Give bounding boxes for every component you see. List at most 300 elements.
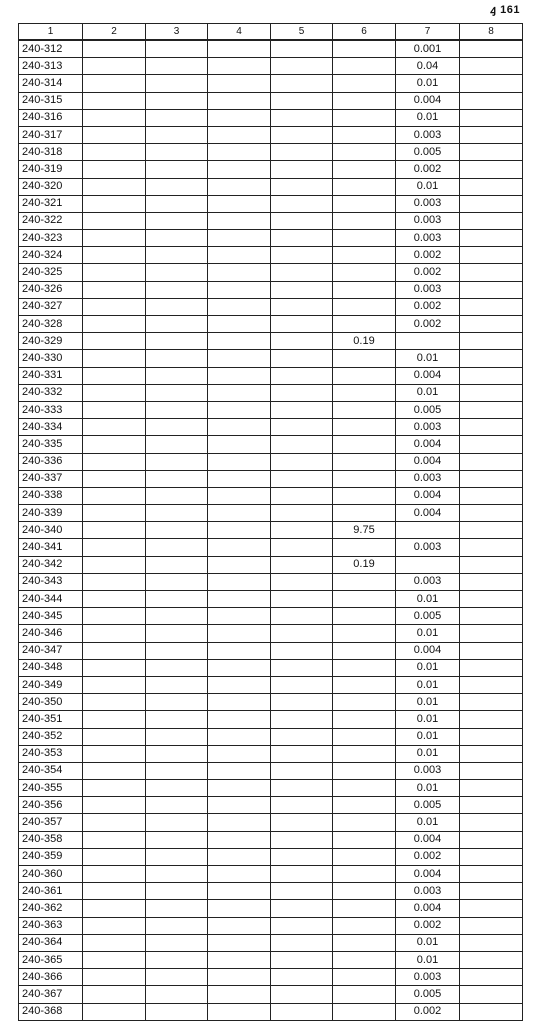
cell-col-6 — [333, 642, 396, 659]
cell-col-2 — [83, 161, 146, 178]
cell-col-6 — [333, 539, 396, 556]
cell-id: 240-316 — [19, 109, 83, 126]
cell-col-7: 0.01 — [396, 728, 460, 745]
cell-col-8 — [460, 969, 523, 986]
cell-col-3 — [146, 591, 208, 608]
cell-col-2 — [83, 642, 146, 659]
table-row — [19, 694, 523, 711]
cell-col-4 — [208, 161, 271, 178]
cell-col-6: 9.75 — [333, 522, 396, 539]
cell-col-8 — [460, 384, 523, 401]
cell-col-3 — [146, 883, 208, 900]
cell-col-2 — [83, 505, 146, 522]
cell-col-8 — [460, 281, 523, 298]
page-number-label: ꜭ 161 — [490, 4, 520, 16]
table-row — [19, 573, 523, 590]
cell-col-5 — [271, 728, 333, 745]
cell-col-6 — [333, 659, 396, 676]
cell-col-7: 0.003 — [396, 419, 460, 436]
cell-id: 240-332 — [19, 384, 83, 401]
cell-col-4 — [208, 453, 271, 470]
cell-col-5 — [271, 40, 333, 58]
cell-col-2 — [83, 470, 146, 487]
cell-col-2 — [83, 711, 146, 728]
cell-id: 240-349 — [19, 676, 83, 693]
cell-col-5 — [271, 848, 333, 865]
cell-col-2 — [83, 814, 146, 831]
cell-col-5 — [271, 831, 333, 848]
table-row — [19, 75, 523, 92]
cell-id: 240-317 — [19, 126, 83, 143]
cell-col-5 — [271, 866, 333, 883]
cell-col-3 — [146, 539, 208, 556]
cell-col-3 — [146, 951, 208, 968]
cell-col-3 — [146, 780, 208, 797]
cell-col-6 — [333, 591, 396, 608]
cell-col-4 — [208, 264, 271, 281]
cell-col-3 — [146, 350, 208, 367]
cell-col-8 — [460, 144, 523, 161]
cell-col-6 — [333, 247, 396, 264]
cell-col-5 — [271, 917, 333, 934]
table-row — [19, 212, 523, 229]
cell-col-8 — [460, 608, 523, 625]
cell-col-6: 0.19 — [333, 556, 396, 573]
cell-id: 240-318 — [19, 144, 83, 161]
table-row — [19, 934, 523, 951]
cell-col-7: 0.005 — [396, 401, 460, 418]
cell-col-3 — [146, 814, 208, 831]
cell-id: 240-345 — [19, 608, 83, 625]
cell-col-4 — [208, 470, 271, 487]
cell-col-2 — [83, 40, 146, 58]
cell-col-5 — [271, 522, 333, 539]
cell-col-2 — [83, 350, 146, 367]
cell-col-5 — [271, 591, 333, 608]
cell-id: 240-334 — [19, 419, 83, 436]
cell-col-8 — [460, 401, 523, 418]
cell-col-5 — [271, 883, 333, 900]
cell-col-8 — [460, 75, 523, 92]
cell-col-3 — [146, 453, 208, 470]
cell-col-8 — [460, 161, 523, 178]
cell-col-4 — [208, 556, 271, 573]
cell-id: 240-338 — [19, 487, 83, 504]
cell-col-2 — [83, 659, 146, 676]
cell-id: 240-340 — [19, 522, 83, 539]
cell-col-2 — [83, 401, 146, 418]
table-row — [19, 401, 523, 418]
cell-col-3 — [146, 401, 208, 418]
cell-col-2 — [83, 58, 146, 75]
cell-col-8 — [460, 951, 523, 968]
cell-id: 240-352 — [19, 728, 83, 745]
cell-col-6 — [333, 883, 396, 900]
cell-col-3 — [146, 333, 208, 350]
table-row — [19, 900, 523, 917]
cell-col-5 — [271, 951, 333, 968]
table-row — [19, 848, 523, 865]
cell-col-3 — [146, 1003, 208, 1020]
cell-col-2 — [83, 848, 146, 865]
cell-col-6 — [333, 126, 396, 143]
cell-col-5 — [271, 745, 333, 762]
cell-col-8 — [460, 126, 523, 143]
cell-col-6 — [333, 316, 396, 333]
cell-col-7: 0.003 — [396, 195, 460, 212]
cell-col-7: 0.002 — [396, 1003, 460, 1020]
cell-col-3 — [146, 625, 208, 642]
header-row — [19, 24, 523, 41]
column-header-8: 8 — [460, 24, 523, 41]
cell-id: 240-348 — [19, 659, 83, 676]
cell-col-5 — [271, 556, 333, 573]
cell-col-5 — [271, 75, 333, 92]
cell-col-8 — [460, 316, 523, 333]
cell-col-6 — [333, 694, 396, 711]
cell-col-5 — [271, 333, 333, 350]
cell-col-6 — [333, 367, 396, 384]
cell-id: 240-324 — [19, 247, 83, 264]
cell-col-8 — [460, 92, 523, 109]
table-row — [19, 539, 523, 556]
cell-col-7: 0.004 — [396, 453, 460, 470]
cell-col-6 — [333, 866, 396, 883]
cell-col-4 — [208, 951, 271, 968]
cell-col-4 — [208, 212, 271, 229]
cell-col-8 — [460, 573, 523, 590]
cell-col-5 — [271, 212, 333, 229]
cell-col-2 — [83, 951, 146, 968]
cell-col-6 — [333, 831, 396, 848]
cell-col-3 — [146, 676, 208, 693]
cell-col-6 — [333, 608, 396, 625]
cell-col-7: 0.01 — [396, 780, 460, 797]
cell-col-3 — [146, 986, 208, 1003]
table-row — [19, 178, 523, 195]
cell-col-4 — [208, 969, 271, 986]
cell-col-5 — [271, 316, 333, 333]
cell-col-6 — [333, 487, 396, 504]
cell-col-5 — [271, 573, 333, 590]
cell-col-7: 0.01 — [396, 676, 460, 693]
cell-col-2 — [83, 539, 146, 556]
cell-col-8 — [460, 986, 523, 1003]
table-row — [19, 367, 523, 384]
cell-col-8 — [460, 659, 523, 676]
table-row — [19, 969, 523, 986]
cell-col-4 — [208, 195, 271, 212]
cell-col-6 — [333, 969, 396, 986]
cell-col-4 — [208, 728, 271, 745]
cell-col-2 — [83, 762, 146, 779]
cell-col-4 — [208, 109, 271, 126]
cell-col-7: 0.01 — [396, 109, 460, 126]
table-row — [19, 676, 523, 693]
cell-col-5 — [271, 281, 333, 298]
cell-col-5 — [271, 1003, 333, 1020]
cell-col-5 — [271, 487, 333, 504]
cell-col-7: 0.004 — [396, 505, 460, 522]
cell-col-4 — [208, 917, 271, 934]
cell-col-5 — [271, 109, 333, 126]
cell-col-5 — [271, 126, 333, 143]
cell-col-2 — [83, 900, 146, 917]
table-row — [19, 608, 523, 625]
cell-id: 240-357 — [19, 814, 83, 831]
cell-col-7: 0.004 — [396, 642, 460, 659]
cell-col-2 — [83, 780, 146, 797]
cell-col-8 — [460, 453, 523, 470]
cell-col-6 — [333, 350, 396, 367]
cell-col-8 — [460, 762, 523, 779]
cell-col-2 — [83, 212, 146, 229]
cell-col-4 — [208, 92, 271, 109]
table-row — [19, 144, 523, 161]
cell-col-5 — [271, 762, 333, 779]
cell-col-3 — [146, 900, 208, 917]
table-row — [19, 762, 523, 779]
cell-col-4 — [208, 676, 271, 693]
cell-id: 240-330 — [19, 350, 83, 367]
cell-id: 240-366 — [19, 969, 83, 986]
cell-col-4 — [208, 522, 271, 539]
cell-id: 240-314 — [19, 75, 83, 92]
cell-col-5 — [271, 676, 333, 693]
cell-col-2 — [83, 917, 146, 934]
table-row — [19, 745, 523, 762]
cell-col-8 — [460, 470, 523, 487]
cell-col-3 — [146, 58, 208, 75]
cell-col-4 — [208, 642, 271, 659]
cell-col-6 — [333, 505, 396, 522]
cell-col-8 — [460, 831, 523, 848]
cell-col-2 — [83, 333, 146, 350]
cell-col-6: 0.19 — [333, 333, 396, 350]
table-row — [19, 951, 523, 968]
cell-id: 240-331 — [19, 367, 83, 384]
cell-col-5 — [271, 401, 333, 418]
cell-col-6 — [333, 797, 396, 814]
cell-col-5 — [271, 539, 333, 556]
cell-col-2 — [83, 694, 146, 711]
cell-col-8 — [460, 247, 523, 264]
cell-col-6 — [333, 900, 396, 917]
cell-col-5 — [271, 986, 333, 1003]
cell-id: 240-356 — [19, 797, 83, 814]
cell-col-5 — [271, 195, 333, 212]
cell-col-5 — [271, 384, 333, 401]
cell-col-7: 0.01 — [396, 934, 460, 951]
cell-col-4 — [208, 247, 271, 264]
column-header-1: 1 — [19, 24, 83, 41]
cell-id: 240-347 — [19, 642, 83, 659]
cell-col-6 — [333, 986, 396, 1003]
cell-col-7: 0.01 — [396, 625, 460, 642]
cell-col-6 — [333, 814, 396, 831]
cell-id: 240-313 — [19, 58, 83, 75]
cell-col-7: 0.01 — [396, 178, 460, 195]
cell-col-8 — [460, 934, 523, 951]
cell-col-5 — [271, 505, 333, 522]
cell-col-2 — [83, 126, 146, 143]
cell-col-4 — [208, 573, 271, 590]
cell-col-7: 0.01 — [396, 384, 460, 401]
table-row — [19, 642, 523, 659]
table-row — [19, 470, 523, 487]
cell-col-6 — [333, 58, 396, 75]
cell-col-8 — [460, 40, 523, 58]
cell-col-6 — [333, 625, 396, 642]
cell-col-2 — [83, 316, 146, 333]
cell-col-7: 0.01 — [396, 694, 460, 711]
cell-col-3 — [146, 762, 208, 779]
cell-col-8 — [460, 436, 523, 453]
cell-col-4 — [208, 900, 271, 917]
cell-id: 240-328 — [19, 316, 83, 333]
cell-col-5 — [271, 608, 333, 625]
cell-col-8 — [460, 522, 523, 539]
cell-col-4 — [208, 436, 271, 453]
cell-id: 240-353 — [19, 745, 83, 762]
cell-col-2 — [83, 264, 146, 281]
cell-id: 240-333 — [19, 401, 83, 418]
cell-col-7: 0.003 — [396, 573, 460, 590]
cell-col-7: 0.01 — [396, 745, 460, 762]
cell-col-7: 0.004 — [396, 900, 460, 917]
cell-col-4 — [208, 1003, 271, 1020]
cell-col-3 — [146, 161, 208, 178]
cell-id: 240-315 — [19, 92, 83, 109]
cell-col-3 — [146, 144, 208, 161]
cell-col-8 — [460, 298, 523, 315]
cell-col-2 — [83, 969, 146, 986]
cell-id: 240-358 — [19, 831, 83, 848]
cell-col-6 — [333, 230, 396, 247]
table-row — [19, 350, 523, 367]
cell-col-3 — [146, 831, 208, 848]
cell-col-4 — [208, 419, 271, 436]
cell-col-5 — [271, 780, 333, 797]
cell-col-7 — [396, 333, 460, 350]
cell-col-3 — [146, 109, 208, 126]
cell-col-5 — [271, 711, 333, 728]
table-row — [19, 436, 523, 453]
table-row — [19, 1003, 523, 1020]
cell-col-8 — [460, 230, 523, 247]
cell-col-4 — [208, 694, 271, 711]
cell-col-2 — [83, 247, 146, 264]
cell-col-6 — [333, 401, 396, 418]
cell-col-2 — [83, 487, 146, 504]
cell-col-2 — [83, 1003, 146, 1020]
cell-col-4 — [208, 591, 271, 608]
cell-col-7: 0.001 — [396, 40, 460, 58]
cell-col-6 — [333, 109, 396, 126]
cell-col-7: 0.003 — [396, 969, 460, 986]
column-header-4: 4 — [208, 24, 271, 41]
table-row — [19, 281, 523, 298]
cell-col-6 — [333, 1003, 396, 1020]
table-row — [19, 126, 523, 143]
cell-col-7: 0.004 — [396, 831, 460, 848]
data-table — [18, 23, 523, 1021]
cell-col-2 — [83, 178, 146, 195]
cell-col-5 — [271, 900, 333, 917]
table-row — [19, 247, 523, 264]
cell-col-4 — [208, 487, 271, 504]
cell-col-2 — [83, 625, 146, 642]
cell-col-6 — [333, 470, 396, 487]
table-row — [19, 556, 523, 573]
cell-col-4 — [208, 986, 271, 1003]
cell-col-3 — [146, 419, 208, 436]
cell-col-4 — [208, 126, 271, 143]
table-row — [19, 316, 523, 333]
cell-col-8 — [460, 539, 523, 556]
cell-col-2 — [83, 591, 146, 608]
cell-col-3 — [146, 556, 208, 573]
cell-col-6 — [333, 436, 396, 453]
cell-col-5 — [271, 436, 333, 453]
cell-col-5 — [271, 470, 333, 487]
cell-col-6 — [333, 161, 396, 178]
cell-col-4 — [208, 367, 271, 384]
cell-col-8 — [460, 625, 523, 642]
cell-col-8 — [460, 917, 523, 934]
cell-col-2 — [83, 298, 146, 315]
table-row — [19, 487, 523, 504]
cell-col-5 — [271, 58, 333, 75]
column-header-5: 5 — [271, 24, 333, 41]
table-row — [19, 831, 523, 848]
cell-col-8 — [460, 264, 523, 281]
cell-col-4 — [208, 797, 271, 814]
cell-id: 240-323 — [19, 230, 83, 247]
cell-col-3 — [146, 848, 208, 865]
cell-col-4 — [208, 883, 271, 900]
cell-col-7: 0.002 — [396, 247, 460, 264]
cell-col-2 — [83, 608, 146, 625]
cell-col-5 — [271, 625, 333, 642]
cell-col-2 — [83, 419, 146, 436]
cell-col-5 — [271, 934, 333, 951]
cell-col-8 — [460, 694, 523, 711]
cell-id: 240-343 — [19, 573, 83, 590]
cell-col-7: 0.003 — [396, 762, 460, 779]
cell-col-3 — [146, 126, 208, 143]
cell-col-7: 0.04 — [396, 58, 460, 75]
cell-col-2 — [83, 230, 146, 247]
cell-col-6 — [333, 780, 396, 797]
cell-col-8 — [460, 487, 523, 504]
cell-col-3 — [146, 505, 208, 522]
cell-col-8 — [460, 745, 523, 762]
cell-col-7: 0.002 — [396, 298, 460, 315]
cell-col-7: 0.01 — [396, 75, 460, 92]
column-header-6: 6 — [333, 24, 396, 41]
table-row — [19, 522, 523, 539]
cell-col-4 — [208, 505, 271, 522]
table-row — [19, 92, 523, 109]
cell-col-4 — [208, 539, 271, 556]
cell-col-7: 0.003 — [396, 230, 460, 247]
cell-col-3 — [146, 212, 208, 229]
cell-col-2 — [83, 367, 146, 384]
cell-col-4 — [208, 384, 271, 401]
cell-col-4 — [208, 848, 271, 865]
cell-col-3 — [146, 573, 208, 590]
